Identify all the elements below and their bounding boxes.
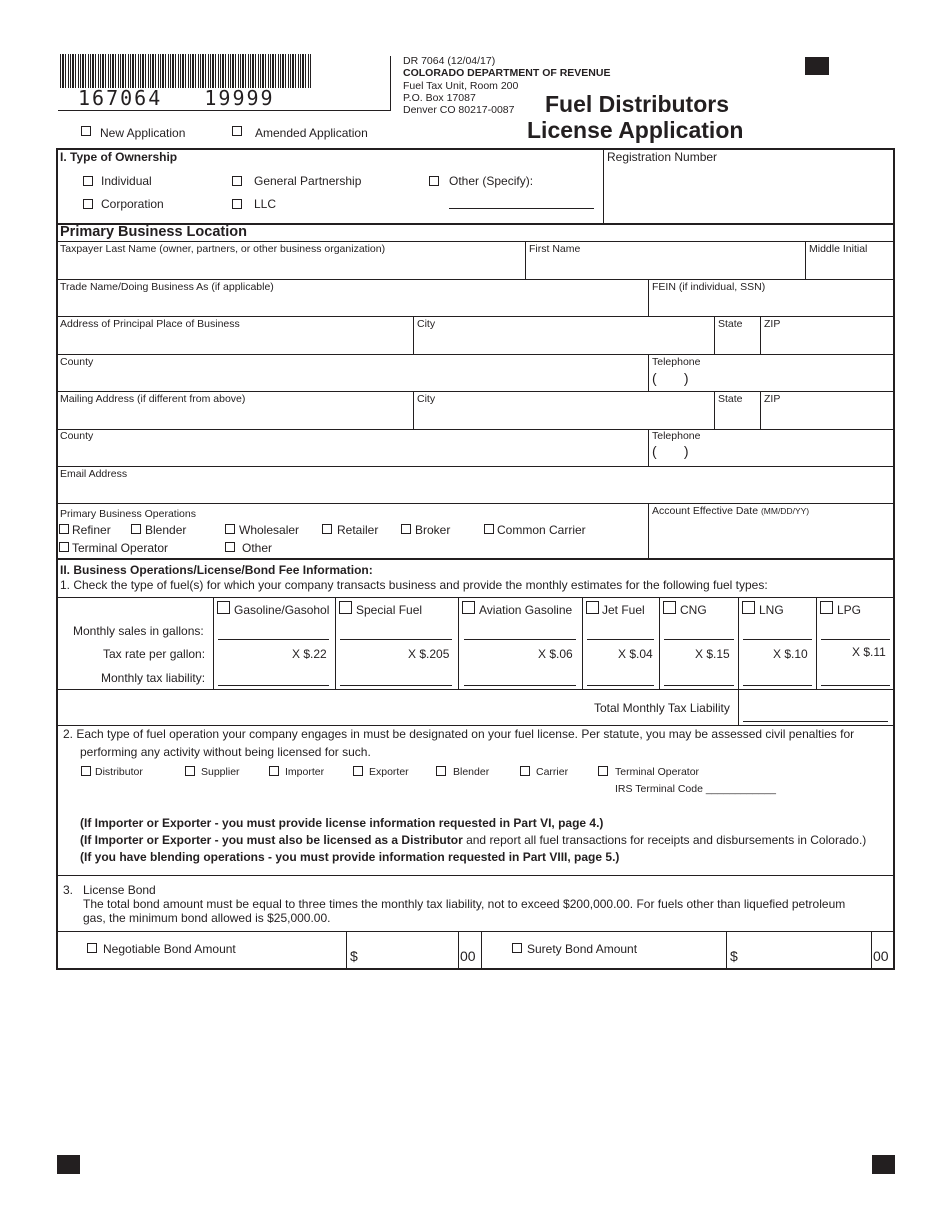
jet-fuel-rate: X $.04 xyxy=(618,647,653,661)
zip-label-2: ZIP xyxy=(764,393,781,405)
city-label-2: City xyxy=(417,393,436,405)
retailer-label: Retailer xyxy=(337,523,379,537)
registration-divider xyxy=(603,149,604,223)
registration-marker-top-right xyxy=(805,57,829,75)
lng-checkbox[interactable] xyxy=(742,601,755,614)
mailing-address-input[interactable] xyxy=(60,409,408,427)
account-effective-date-label: Account Effective Date (MM/DD/YY) xyxy=(652,505,810,517)
primary-location-heading: Primary Business Location xyxy=(60,224,247,240)
surety-dollar-sign: $ xyxy=(730,948,738,964)
total-liability-line[interactable] xyxy=(743,721,888,722)
cng-sales-line[interactable] xyxy=(664,639,734,640)
fein-divider xyxy=(648,279,649,316)
principal-address-label: Address of Principal Place of Business xyxy=(60,318,240,330)
terminal-operator-license-checkbox[interactable] xyxy=(598,766,608,776)
general-partnership-checkbox[interactable] xyxy=(232,176,242,186)
registration-marker-bottom-left xyxy=(57,1155,80,1174)
llc-checkbox[interactable] xyxy=(232,199,242,209)
lpg-sales-line[interactable] xyxy=(821,639,890,640)
gasoline-checkbox[interactable] xyxy=(217,601,230,614)
corporation-label: Corporation xyxy=(101,197,164,211)
other-op-label: Other xyxy=(242,541,273,555)
total-liability-label: Total Monthly Tax Liability xyxy=(594,701,730,715)
item2-line-1: 2. Each type of fuel operation your company engages in must be designated on your fuel license. Per statute, you may be assessed civil penalties for xyxy=(63,727,855,741)
trade-name-label: Trade Name/Doing Business As (if applicable) xyxy=(60,281,274,293)
trade-name-input[interactable] xyxy=(60,297,640,315)
gasoline-label: Gasoline/Gasohol xyxy=(234,603,330,617)
zip-label-1: ZIP xyxy=(764,318,781,330)
negotiable-amount-divider xyxy=(346,931,347,970)
negotiable-bond-amount-input[interactable] xyxy=(364,946,454,966)
email-input[interactable] xyxy=(60,484,888,502)
state-label-1: State xyxy=(718,318,743,330)
fuel-col-divider-1 xyxy=(335,597,336,689)
llc-label: LLC xyxy=(254,197,277,211)
middle-initial-input[interactable] xyxy=(809,259,889,277)
first-name-label: First Name xyxy=(529,243,581,255)
taxpayer-last-name-label: Taxpayer Last Name (owner, partners, or other business organization) xyxy=(60,243,386,255)
amended-application-checkbox[interactable] xyxy=(232,126,242,136)
wholesaler-checkbox[interactable] xyxy=(225,524,235,534)
amended-application-label: Amended Application xyxy=(255,126,368,140)
wholesaler-label: Wholesaler xyxy=(239,523,300,537)
fuel-col-divider-4 xyxy=(659,597,660,689)
zip-divider-2 xyxy=(760,391,761,429)
zip-divider-1 xyxy=(760,316,761,354)
blender-license-checkbox[interactable] xyxy=(436,766,446,776)
gasoline-liability-line[interactable] xyxy=(218,685,329,686)
state-label-2: State xyxy=(718,393,743,405)
surety-cents-divider xyxy=(871,931,872,970)
lng-label: LNG xyxy=(759,603,784,617)
other-ownership-label: Other (Specify): xyxy=(449,174,534,188)
middle-initial-label: Middle Initial xyxy=(809,243,868,255)
barcode xyxy=(60,54,312,88)
item1-instruction: 1. Check the type of fuel(s) for which your company transacts business and provide the monthly estimates for the following fuel types: xyxy=(60,578,768,592)
new-application-label: New Application xyxy=(100,126,186,140)
distributor-label: Distributor xyxy=(95,766,143,778)
blender-license-label: Blender xyxy=(453,766,490,778)
cng-rate: X $.15 xyxy=(695,647,730,661)
general-partnership-label: General Partnership xyxy=(254,174,362,188)
special-fuel-sales-line[interactable] xyxy=(340,639,452,640)
city-input-1[interactable] xyxy=(417,334,707,352)
surety-bond-label: Surety Bond Amount xyxy=(527,942,638,956)
gasoline-rate: X $.22 xyxy=(292,647,327,661)
carrier-label: Carrier xyxy=(536,766,569,778)
section-divider-ops xyxy=(56,558,895,560)
corporation-checkbox[interactable] xyxy=(83,199,93,209)
negotiable-cents: 00 xyxy=(460,948,476,964)
aviation-gasoline-rate: X $.06 xyxy=(538,647,573,661)
terminal-operator-license-label: Terminal Operator xyxy=(615,766,700,778)
supplier-label: Supplier xyxy=(201,766,240,778)
barcode-side-line xyxy=(390,56,391,111)
zip-input-2[interactable] xyxy=(764,409,888,427)
department-name: COLORADO DEPARTMENT OF REVENUE xyxy=(403,67,611,79)
fein-label: FEIN (if individual, SSN) xyxy=(652,281,766,293)
primary-operations-label: Primary Business Operations xyxy=(60,508,196,520)
date-format-hint: (MM/DD/YY) xyxy=(760,506,810,516)
distributor-checkbox[interactable] xyxy=(81,766,91,776)
fuel-col-divider-5 xyxy=(738,597,739,689)
surety-bond-checkbox[interactable] xyxy=(512,943,522,953)
address-line-1: Fuel Tax Unit, Room 200 xyxy=(403,80,519,92)
city-label-1: City xyxy=(417,318,436,330)
special-fuel-label: Special Fuel xyxy=(356,603,423,617)
special-fuel-rate: X $.205 xyxy=(408,647,450,661)
registration-marker-bottom-right xyxy=(872,1155,895,1174)
individual-label: Individual xyxy=(101,174,152,188)
barcode-number: 167064 19999 xyxy=(78,86,275,110)
note-importer-exporter-distributor: (If Importer or Exporter - you must also be licensed as a Distributor and report all fuel transactions for receipts and disbursements in Colorado.) xyxy=(80,833,867,847)
barcode-underline xyxy=(58,110,390,111)
other-op-checkbox[interactable] xyxy=(225,542,235,552)
lpg-checkbox[interactable] xyxy=(820,601,833,614)
item2-top-divider xyxy=(56,725,895,726)
negotiable-dollar-sign: $ xyxy=(350,948,358,964)
middle-initial-divider xyxy=(805,241,806,279)
principal-address-input[interactable] xyxy=(60,334,408,352)
cng-checkbox[interactable] xyxy=(663,601,676,614)
row-divider-6 xyxy=(56,429,895,430)
carrier-checkbox[interactable] xyxy=(520,766,530,776)
form-title-line-1: Fuel Distributors xyxy=(545,91,730,117)
new-application-checkbox[interactable] xyxy=(81,126,91,136)
surety-divider xyxy=(481,931,482,970)
telephone-label-2: Telephone xyxy=(652,430,701,442)
aviation-gasoline-checkbox[interactable] xyxy=(462,601,475,614)
county-input-1[interactable] xyxy=(60,372,640,390)
item3-top-divider xyxy=(56,875,895,876)
aviation-gasoline-liability-line[interactable] xyxy=(464,685,576,686)
city-input-2[interactable] xyxy=(417,409,707,427)
county-label-1: County xyxy=(60,356,94,368)
row-divider-3 xyxy=(56,316,895,317)
common-carrier-checkbox[interactable] xyxy=(484,524,494,534)
lng-liability-line[interactable] xyxy=(743,685,812,686)
row-label-rate: Tax rate per gallon: xyxy=(103,647,206,661)
fein-input[interactable] xyxy=(652,297,888,315)
telephone-divider-1 xyxy=(648,354,649,391)
surety-amount-divider xyxy=(726,931,727,970)
row-label-sales: Monthly sales in gallons: xyxy=(73,624,204,638)
jet-fuel-checkbox[interactable] xyxy=(586,601,599,614)
row-divider-7 xyxy=(56,466,895,467)
special-fuel-checkbox[interactable] xyxy=(339,601,352,614)
form-title-line-2: License Application xyxy=(527,117,744,143)
aviation-gasoline-sales-line[interactable] xyxy=(464,639,576,640)
blender-op-label: Blender xyxy=(145,523,187,537)
address-line-2: P.O. Box 17087 xyxy=(403,92,476,104)
lpg-rate: X $.11 xyxy=(852,645,886,659)
effective-date-divider xyxy=(648,503,649,558)
bond-row-top xyxy=(56,931,895,932)
refiner-checkbox[interactable] xyxy=(59,524,69,534)
lpg-label: LPG xyxy=(837,603,862,617)
importer-checkbox[interactable] xyxy=(269,766,279,776)
jet-fuel-liability-line[interactable] xyxy=(587,685,654,686)
registration-number-label: Registration Number xyxy=(607,150,718,164)
jet-fuel-label: Jet Fuel xyxy=(602,603,645,617)
fuel-table-top xyxy=(56,597,895,598)
form-id: DR 7064 (12/04/17) xyxy=(403,55,496,67)
terminal-operator-op-label: Terminal Operator xyxy=(72,541,169,555)
fuel-col-divider-6 xyxy=(816,597,817,689)
fuel-col-divider-3 xyxy=(582,597,583,689)
address-line-3: Denver CO 80217-0087 xyxy=(403,104,515,116)
ownership-heading: I. Type of Ownership xyxy=(60,150,178,164)
license-bond-title: 3. License Bond xyxy=(63,883,156,897)
surety-cents: 00 xyxy=(873,948,889,964)
lpg-liability-line[interactable] xyxy=(821,685,890,686)
row-divider-4 xyxy=(56,354,895,355)
telephone-divider-2 xyxy=(648,429,649,466)
telephone-label-1: Telephone xyxy=(652,356,701,368)
fuel-col-divider-2 xyxy=(458,597,459,689)
state-divider-1 xyxy=(714,316,715,354)
total-liability-divider xyxy=(738,689,739,725)
taxpayer-last-name-input[interactable] xyxy=(60,259,520,277)
first-name-input[interactable] xyxy=(529,259,799,277)
other-specify-line[interactable] xyxy=(449,208,594,209)
county-input-2[interactable] xyxy=(60,446,640,464)
supplier-checkbox[interactable] xyxy=(185,766,195,776)
telephone-area-code-2[interactable]: ( ) xyxy=(652,443,689,459)
first-name-divider xyxy=(525,241,526,279)
other-ownership-checkbox[interactable] xyxy=(429,176,439,186)
blender-op-checkbox[interactable] xyxy=(131,524,141,534)
importer-label: Importer xyxy=(285,766,325,778)
row-divider-5 xyxy=(56,391,895,392)
mailing-address-label: Mailing Address (if different from above) xyxy=(60,393,246,405)
special-fuel-liability-line[interactable] xyxy=(340,685,452,686)
lng-rate: X $.10 xyxy=(773,647,808,661)
cng-label: CNG xyxy=(680,603,707,617)
cng-liability-line[interactable] xyxy=(664,685,734,686)
row-label-liability: Monthly tax liability: xyxy=(101,671,206,685)
retailer-checkbox[interactable] xyxy=(322,524,332,534)
city-divider-1 xyxy=(413,316,414,354)
gasoline-sales-line[interactable] xyxy=(218,639,329,640)
terminal-operator-op-checkbox[interactable] xyxy=(59,542,69,552)
lng-sales-line[interactable] xyxy=(743,639,812,640)
row-divider-8 xyxy=(56,503,895,504)
row-divider-1 xyxy=(56,241,895,242)
fuel-col-divider-0 xyxy=(213,597,214,689)
negotiable-cents-divider xyxy=(458,931,459,970)
telephone-area-code-1[interactable]: ( ) xyxy=(652,370,689,386)
fuel-table-bottom xyxy=(56,689,895,690)
common-carrier-label: Common Carrier xyxy=(497,523,586,537)
exporter-label: Exporter xyxy=(369,766,409,778)
note-blending-part-viii: (If you have blending operations - you must provide information requested in Part VIII, page 5.) xyxy=(80,850,620,864)
broker-checkbox[interactable] xyxy=(401,524,411,534)
zip-input-1[interactable] xyxy=(764,334,888,352)
county-label-2: County xyxy=(60,430,94,442)
email-label: Email Address xyxy=(60,468,128,480)
account-effective-date-input[interactable] xyxy=(652,524,888,546)
irs-terminal-code-label[interactable]: IRS Terminal Code ____________ xyxy=(615,783,776,795)
row-divider-2 xyxy=(56,279,895,280)
license-bond-line-2: gas, the minimum bond allowed is $25,000.00. xyxy=(83,911,331,925)
note-importer-exporter-part-vi: (If Importer or Exporter - you must provide license information requested in Part VI, page 4.) xyxy=(80,816,604,830)
state-input-1[interactable] xyxy=(718,334,756,352)
state-input-2[interactable] xyxy=(718,409,756,427)
aviation-gasoline-label: Aviation Gasoline xyxy=(479,603,573,617)
refiner-label: Refiner xyxy=(72,523,111,537)
city-divider-2 xyxy=(413,391,414,429)
license-bond-line-1: The total bond amount must be equal to three times the monthly tax liability, not to exceed $200,000.00. For fuels other than liquefied petroleum xyxy=(83,897,846,911)
item2-line-2: performing any activity without being licensed for such. xyxy=(80,745,371,759)
exporter-checkbox[interactable] xyxy=(353,766,363,776)
jet-fuel-sales-line[interactable] xyxy=(587,639,654,640)
negotiable-bond-checkbox[interactable] xyxy=(87,943,97,953)
broker-label: Broker xyxy=(415,523,451,537)
individual-checkbox[interactable] xyxy=(83,176,93,186)
negotiable-bond-label: Negotiable Bond Amount xyxy=(103,942,236,956)
surety-bond-amount-input[interactable] xyxy=(744,946,866,966)
state-divider-2 xyxy=(714,391,715,429)
business-ops-heading: II. Business Operations/License/Bond Fee Information: xyxy=(60,563,373,577)
